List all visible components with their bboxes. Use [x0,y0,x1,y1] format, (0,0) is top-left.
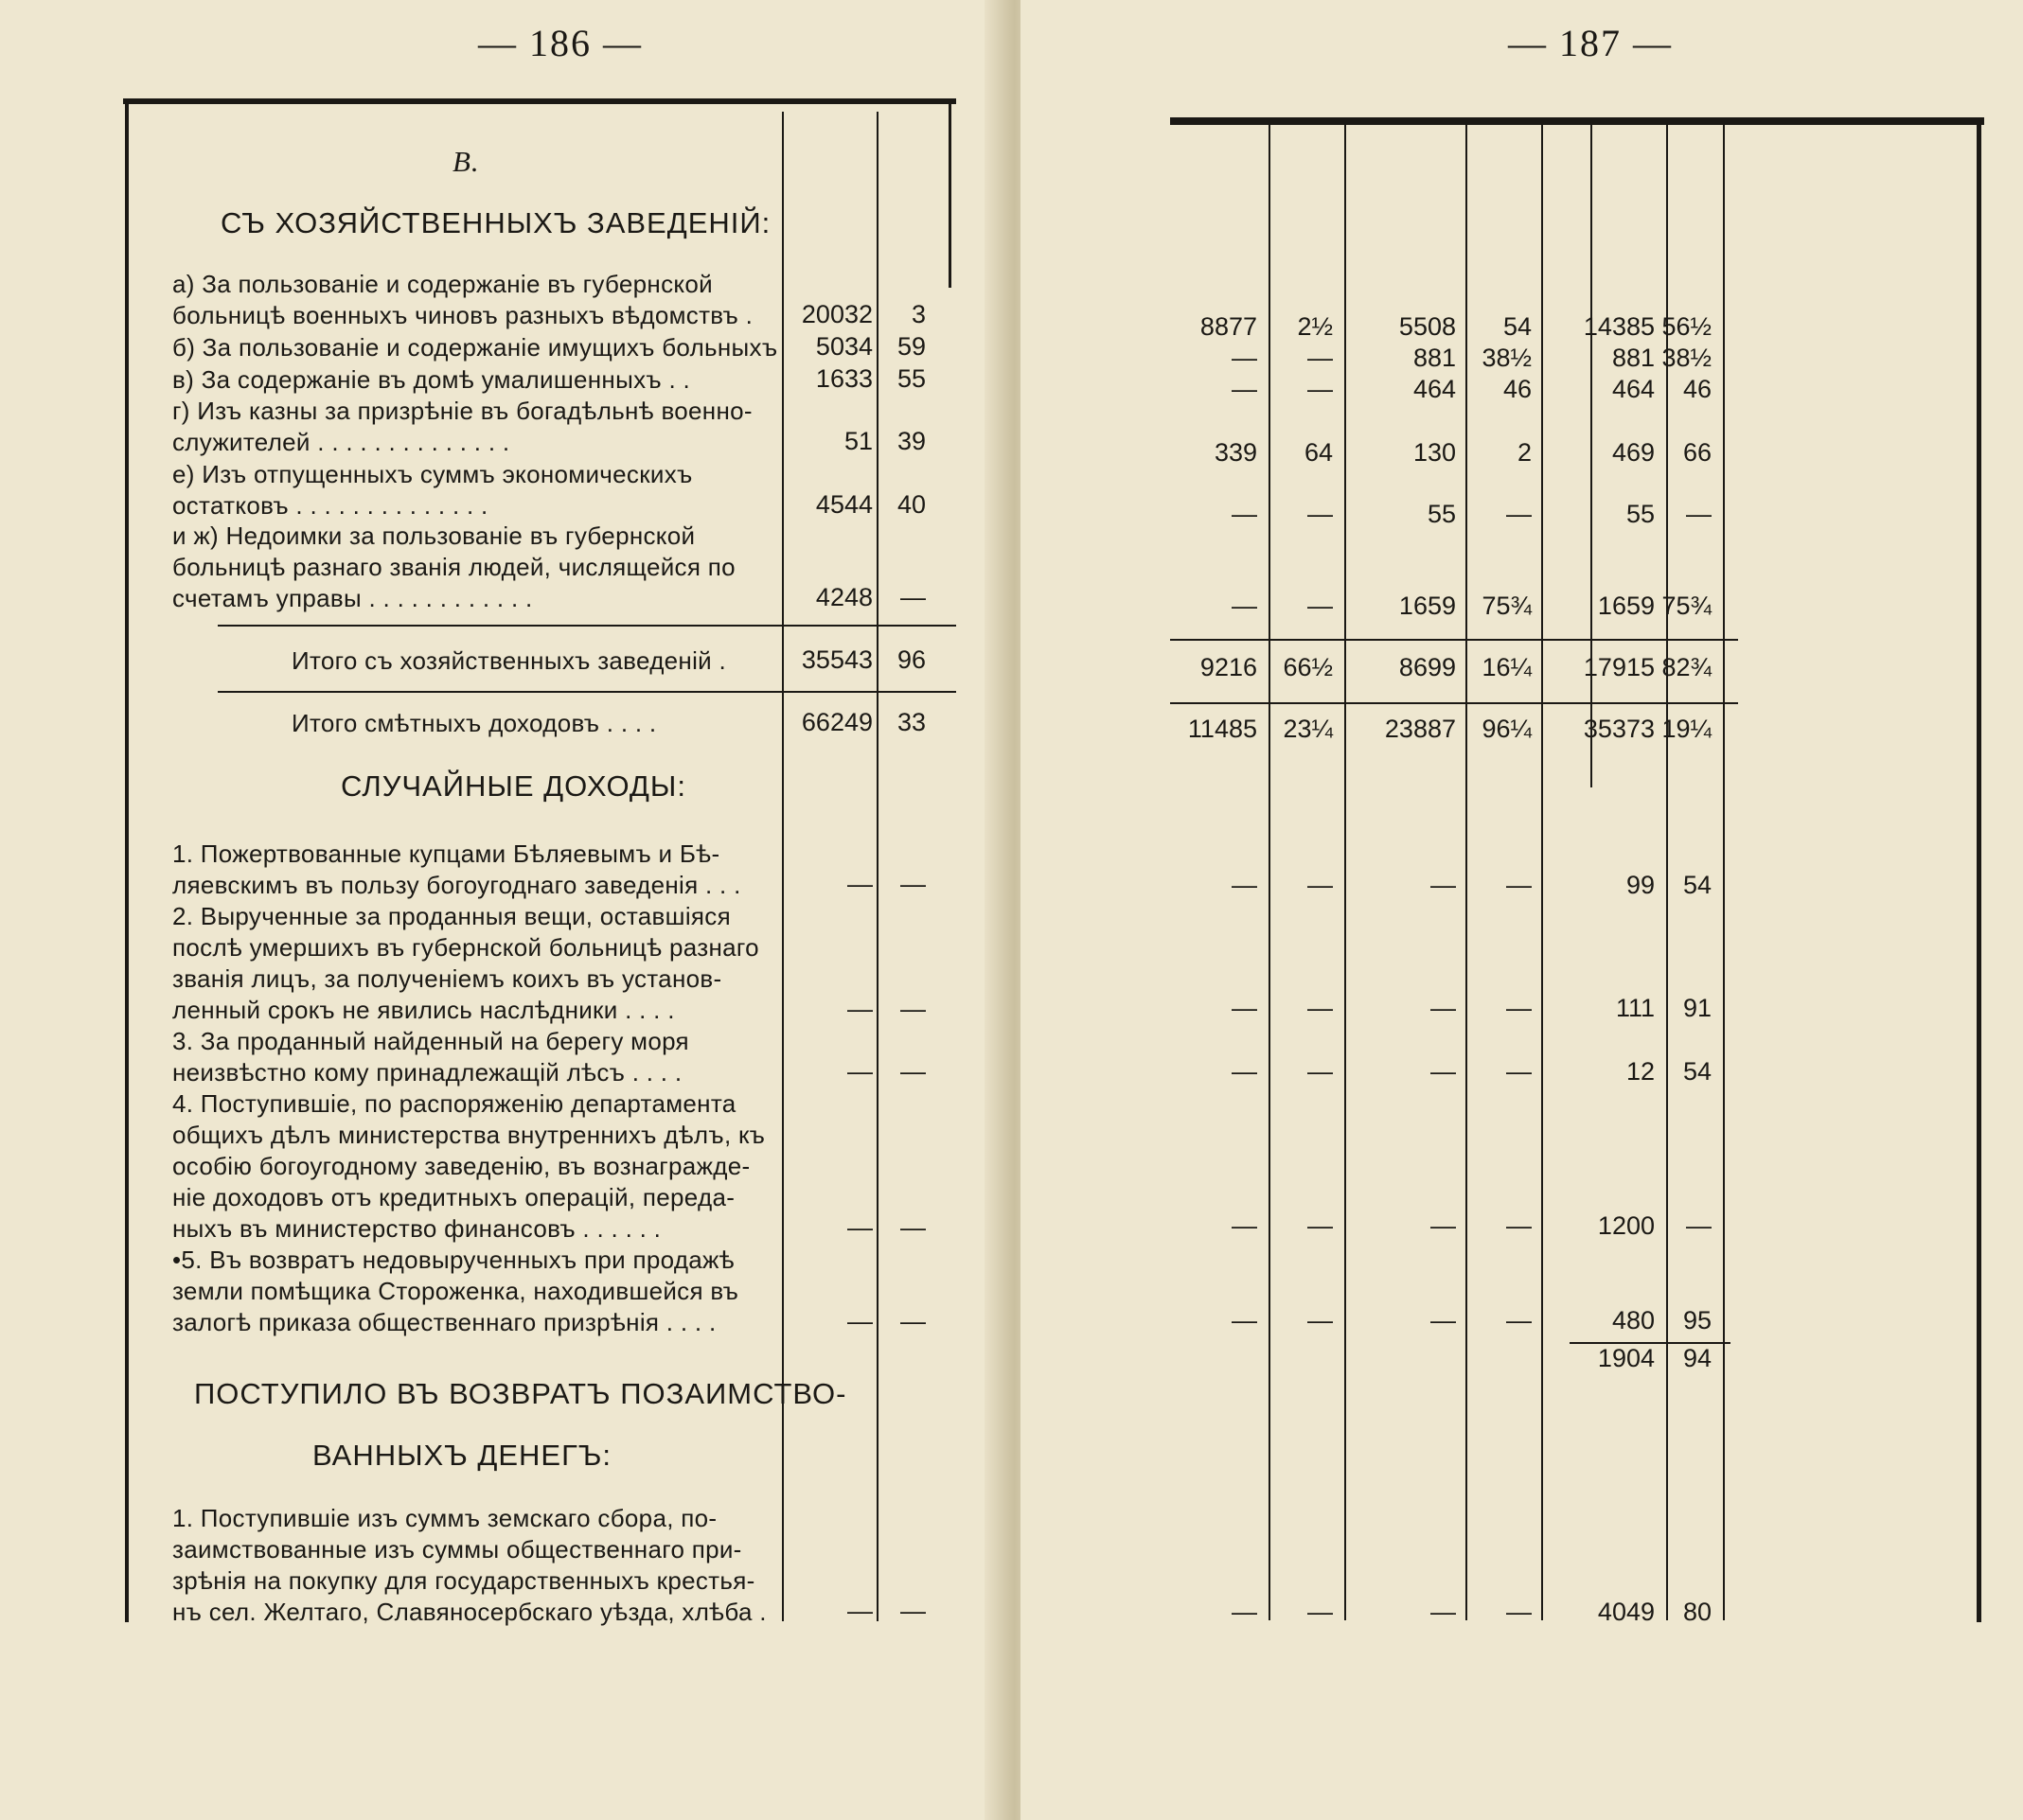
figures-cell: 19¼ [1661,715,1712,743]
figures-cell: 99 [1625,871,1655,899]
figures-cell: — [1430,871,1456,899]
figures-cell: 56½ [1661,312,1712,341]
items-rub: 20032 [801,300,873,328]
figures-cell: — [1232,1211,1257,1240]
random_items-line: 3. За проданный найденный на берегу моря [172,1027,689,1055]
figures-cell: — [1430,1057,1456,1086]
figures-cell: 55 [1427,500,1456,528]
random_items-rub: — [847,995,873,1023]
items-rub: 4544 [815,490,873,519]
random_items-kop: — [900,1307,926,1335]
loan_items-line: нъ сел. Желтаго, Славяносербскаго уѣзда, хлѣба . [172,1598,767,1626]
figures-cell: 14385 [1583,312,1655,341]
loan-return-title-2: ВАННЫХЪ ДЕНЕГЪ: [312,1439,612,1472]
items-line: г) Изъ казны за призрѣніе въ богадѣльнѣ военно- [172,397,753,425]
random_items-line: неизвѣстно кому принадлежащій лѣсъ . . . . [172,1058,683,1087]
figures-column-rule [1269,125,1270,1620]
random_items-line: •5. Въ возвратъ недовырученныхъ при продажѣ [172,1246,735,1274]
figures-cell: — [1232,1306,1257,1334]
figures-cell: — [1307,871,1333,899]
items-kop: 55 [896,364,926,393]
figures-cell: 11485 [1187,715,1257,743]
items-line: в) За содержаніе въ домѣ умалишенныхъ . . [172,365,691,394]
figures-cell: 464 [1611,375,1655,403]
items-rub: 1633 [815,364,873,393]
figures-cell: 469 [1611,438,1655,467]
figures-cell: 2 [1517,438,1532,467]
figures-cell: 881 [1611,344,1655,372]
figures-cell: — [1232,344,1257,372]
items-line: больницѣ военныхъ чиновъ разныхъ вѣдомствъ . [172,301,754,329]
random_items-line: особію богоугодному заведенію, въ вознагражде- [172,1152,751,1180]
random_items-line: залогѣ приказа общественнаго призрѣнія . . . . [172,1308,717,1336]
figures-cell: 55 [1625,500,1655,528]
figures-cell: — [1307,1598,1333,1626]
figures-cell: 4049 [1597,1598,1655,1626]
top-rule-right [1170,117,1984,125]
figures-cell: — [1506,994,1532,1022]
figures-cell: 80 [1682,1598,1712,1626]
figures-cell: 881 [1412,344,1456,372]
figures-cell: — [1506,871,1532,899]
items-kop: 39 [896,427,926,455]
loan-return-title-1: ПОСТУПИЛО ВЪ ВОЗВРАТЪ ПОЗАИМСТВО- [194,1377,847,1410]
column-divider-kop [877,112,878,1621]
figures-cell: 91 [1682,994,1712,1022]
page-number-right: — 187 — [1508,22,1673,64]
items-rub: 51 [843,427,873,455]
figures-column-rule [1465,125,1467,1620]
items-line: остатковъ . . . . . . . . . . . . . . [172,491,488,520]
items-line: и ж) Недоимки за пользованіе въ губернской [172,521,696,550]
figures-cell: 339 [1214,438,1257,467]
section-letter: В. [453,145,480,178]
figures-cell: — [1307,1211,1333,1240]
figures-column-rule [1723,125,1725,1620]
subtotal-rule [218,625,956,627]
loan_items-kop: — [900,1597,926,1625]
random_items-line: ленный срокъ не явились наслѣдники . . . . [172,996,675,1024]
figures-cell: 1200 [1597,1211,1655,1240]
total-institutions-label: Итого съ хозяйственныхъ заведеній . [292,646,727,675]
figures-cell: 1659 [1398,592,1456,620]
figures-cell: 75¾ [1661,592,1712,620]
figures-cell: 66½ [1283,653,1333,681]
figures-cell: — [1307,592,1333,620]
total-rule [218,691,956,693]
figures-cell: — [1506,500,1532,528]
figures-cell: — [1686,500,1712,528]
figures-cell: 54 [1682,1057,1712,1086]
figures-cell: — [1307,1057,1333,1086]
figures-cell: — [1232,592,1257,620]
figures-cell: 23¼ [1283,715,1333,743]
page-number-left: — 186 — [478,22,643,64]
figures-cell: — [1232,871,1257,899]
random_items-line: ляевскимъ въ пользу богоугоднаго заведенія . . . [172,871,741,899]
items-kop: — [900,583,926,611]
figures-cell: — [1307,994,1333,1022]
figures-cell: — [1232,1057,1257,1086]
figures-cell: 96¼ [1482,715,1532,743]
items-kop: 59 [896,332,926,361]
random_items-rub: — [847,1307,873,1335]
figures-cell: 94 [1682,1344,1712,1372]
random_items-line: ніе доходовъ отъ кредитныхъ операцій, переда- [172,1183,736,1211]
figures-cell: 8877 [1199,312,1257,341]
random_items-line: званія лицъ, за полученіемъ коихъ въ установ- [172,964,722,993]
random_items-kop: — [900,1057,926,1086]
figures-cell: — [1506,1598,1532,1626]
total-institutions-kop: 96 [896,645,926,674]
total-institutions-rub: 35543 [801,645,873,674]
loan_items-rub: — [847,1597,873,1625]
figures-total-rule [1170,702,1738,704]
random_items-line: ныхъ въ министерство финансовъ . . . . . . [172,1214,662,1243]
random_items-kop: — [900,870,926,898]
random_items-line: 4. Поступившіе, по распоряженію департамента [172,1089,736,1118]
figures-cell: — [1430,1211,1456,1240]
figures-cell: 75¾ [1482,592,1532,620]
figures-cell: 1904 [1597,1344,1655,1372]
items-rub: 4248 [815,583,873,611]
figures-cell: 54 [1502,312,1532,341]
figures-cell: 9216 [1199,653,1257,681]
total-estimated-label: Итого смѣтныхъ доходовъ . . . . [292,709,657,737]
figures-cell: 23887 [1384,715,1456,743]
figures-cell: — [1307,1306,1333,1334]
items-line: е) Изъ отпущенныхъ суммъ экономическихъ [172,460,693,488]
items-line: а) За пользованіе и содержаніе въ губернской [172,270,713,298]
figures-subtotal-rule [1170,639,1738,641]
figures-cell: 82¾ [1661,653,1712,681]
loan_items-line: зрѣнія на покупку для государственныхъ крестья- [172,1566,755,1595]
random_items-line: земли помѣщика Стороженка, находившейся въ [172,1277,739,1305]
left-border [125,98,129,1622]
figures-cell: 38½ [1661,344,1712,372]
figures-cell: 46 [1502,375,1532,403]
figures-cell: 35373 [1583,715,1655,743]
items-line: счетамъ управы . . . . . . . . . . . . [172,584,533,612]
figures-cell: 16¼ [1482,653,1532,681]
figures-cell: 12 [1625,1057,1655,1086]
top-rule [123,98,956,104]
figures-cell: 1659 [1597,592,1655,620]
figures-cell: 38½ [1482,344,1532,372]
figures-cell: 130 [1412,438,1456,467]
random_items-line: 2. Вырученные за проданныя вещи, оставшіяся [172,902,731,930]
figures-cell: — [1430,1598,1456,1626]
figures-cell: 64 [1304,438,1333,467]
figures-cell: 464 [1412,375,1456,403]
figures-cell: — [1506,1211,1532,1240]
random_items-line: общихъ дѣлъ министерства внутреннихъ дѣлъ, къ [172,1121,766,1149]
items-rub: 5034 [815,332,873,361]
loan_items-line: заимствованные изъ суммы общественнаго при- [172,1535,742,1564]
figures-cell: — [1686,1211,1712,1240]
figures-cell: 5508 [1398,312,1456,341]
figures-cell: 95 [1682,1306,1712,1334]
figures-cell: 2½ [1297,312,1333,341]
random_items-line: послѣ умершихъ въ губернской больницѣ разнаго [172,933,759,962]
right-page [1020,0,2023,1820]
items-kop: 3 [911,300,926,328]
figures-cell: 480 [1611,1306,1655,1334]
figures-cell: 17915 [1583,653,1655,681]
figures-cell: — [1307,375,1333,403]
right-border [949,98,951,288]
figures-cell: — [1232,1598,1257,1626]
figures-cell: 8699 [1398,653,1456,681]
section-title: СЪ ХОЗЯЙСТВЕННЫХЪ ЗАВЕДЕНІЙ: [221,206,772,239]
figures-cell: 66 [1682,438,1712,467]
items-line: больницѣ разнаго званія людей, числящейся по [172,553,736,581]
total-estimated-kop: 33 [896,708,926,736]
random_items-rub: — [847,870,873,898]
figures-cell: — [1307,500,1333,528]
total-estimated-rub: 66249 [801,708,873,736]
random_items-kop: — [900,995,926,1023]
figures-cell: — [1506,1057,1532,1086]
random-income-title: СЛУЧАЙНЫЕ ДОХОДЫ: [341,769,686,803]
figures-cell: 54 [1682,871,1712,899]
items-line: б) За пользованіе и содержаніе имущихъ больныхъ [172,333,778,362]
figures-cell: — [1506,1306,1532,1334]
figures-cell: — [1307,344,1333,372]
figures-cell: — [1430,1306,1456,1334]
left-page [0,0,1003,1820]
figures-column-rule [1344,125,1346,1620]
figures-cell: 111 [1615,994,1655,1022]
random_items-rub: — [847,1213,873,1242]
figures-cell: — [1232,375,1257,403]
figures-cell: — [1430,994,1456,1022]
loan_items-line: 1. Поступившіе изъ суммъ земскаго сбора, по- [172,1504,718,1532]
items-line: служителей . . . . . . . . . . . . . . [172,428,510,456]
right-border-right [1977,117,1981,1622]
random_items-rub: — [847,1057,873,1086]
figures-cell: 46 [1682,375,1712,403]
figures-cell: — [1232,500,1257,528]
figures-cell: — [1232,994,1257,1022]
random_items-kop: — [900,1213,926,1242]
random_items-line: 1. Пожертвованные купцами Бѣляевымъ и Бѣ- [172,839,720,868]
items-kop: 40 [896,490,926,519]
